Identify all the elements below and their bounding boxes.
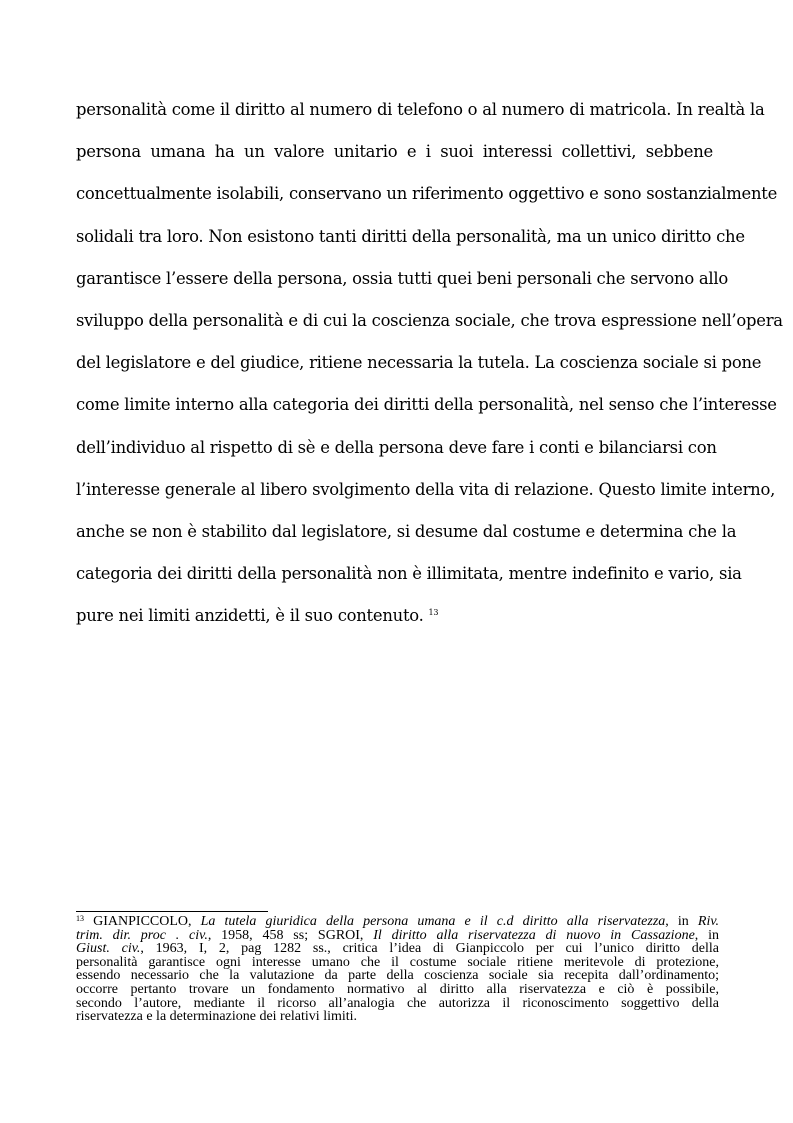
footnote-line bbox=[76, 915, 719, 929]
footnote bbox=[76, 915, 719, 1024]
footnote-text: , in bbox=[665, 914, 698, 929]
body-line: dell’individuo al rispetto di sè e della persona deve fare i conti e bilanciarsi con bbox=[76, 437, 717, 457]
footnote-line: riservatezza e la determinazione dei relativi limiti. bbox=[76, 1009, 358, 1025]
footnote-reference[interactable]: 13 bbox=[428, 608, 439, 618]
footnote-line: occorre pertanto trovare un fondamento normativo al diritto alla riservatezza e ciò è possibile, bbox=[76, 981, 719, 997]
footnote-line: essendo necessario che la valutazione da parte della coscienza sociale sia recepita dall’ordinamento; bbox=[76, 968, 719, 984]
footnote-text: , in bbox=[694, 927, 720, 943]
body-line: l’interesse generale al libero svolgimento della vita di relazione. Questo limite interno, bbox=[76, 479, 776, 499]
body-line: categoria dei diritti della personalità non è illimitata, mentre indefinito e vario, sia bbox=[76, 564, 742, 584]
body-line: sviluppo della personalità e di cui la coscienza sociale, che trova espressione nell’opera bbox=[76, 310, 783, 330]
body-line: come limite interno alla categoria dei diritti della personalità, nel senso che l’interesse bbox=[76, 395, 777, 415]
footnote-text: , 1963, I, 2, pag 1282 ss., critica l’idea di Gianpiccolo per cui l’unico diritto della bbox=[140, 941, 719, 957]
body-line: persona umana ha un valore unitario e i suoi interessi collettivi, sebbene bbox=[76, 142, 713, 162]
footnote-line: personalità garantisce ogni interesse umano che il costume sociale ritiene meritevole di protezione, bbox=[76, 954, 719, 970]
footnote-number: 13 bbox=[76, 914, 84, 923]
footnote-separator bbox=[76, 911, 268, 912]
body-line-last bbox=[76, 595, 713, 637]
body-paragraph bbox=[76, 89, 783, 637]
footnote-line bbox=[76, 929, 719, 943]
body-line: del legislatore e del giudice, ritiene necessaria la tutela. La coscienza sociale si pone bbox=[76, 353, 762, 373]
footnote-work-title: La tutela giuridica della persona umana e il c.d diritto alla riservatezza bbox=[200, 914, 666, 929]
footnote-line: secondo l’autore, mediante il ricorso all’analogia che autorizza il riconoscimento soggettivo della bbox=[76, 995, 719, 1011]
body-line: anche se non è stabilito dal legislatore, si desume dal costume e determina che la bbox=[76, 521, 737, 541]
body-line-text: pure nei limiti anzidetti, è il suo contenuto. bbox=[76, 606, 424, 626]
footnote-journal: trim. dir. proc . civ. bbox=[76, 927, 208, 943]
footnote-line bbox=[76, 942, 719, 956]
footnote-work-title: Il diritto alla riservatezza di nuovo in Cassazione bbox=[373, 927, 695, 943]
body-line: solidali tra loro. Non esistono tanti diritti della personalità, ma un unico diritto che bbox=[76, 226, 745, 246]
footnote-journal: Riv. bbox=[697, 914, 720, 929]
body-line: garantisce l’essere della persona, ossia tutti quei beni personali che servono allo bbox=[76, 268, 729, 288]
body-line: concettualmente isolabili, conservano un riferimento oggettivo e sono sostanzialmente bbox=[76, 184, 778, 204]
footnote-author: GIANPICCOLO, bbox=[93, 914, 201, 929]
footnote-journal: Giust. civ. bbox=[76, 941, 141, 957]
body-line: personalità come il diritto al numero di telefono o al numero di matricola. In realtà la bbox=[76, 100, 765, 119]
footnote-text: , 1958, 458 ss; SGROI, bbox=[207, 927, 374, 943]
